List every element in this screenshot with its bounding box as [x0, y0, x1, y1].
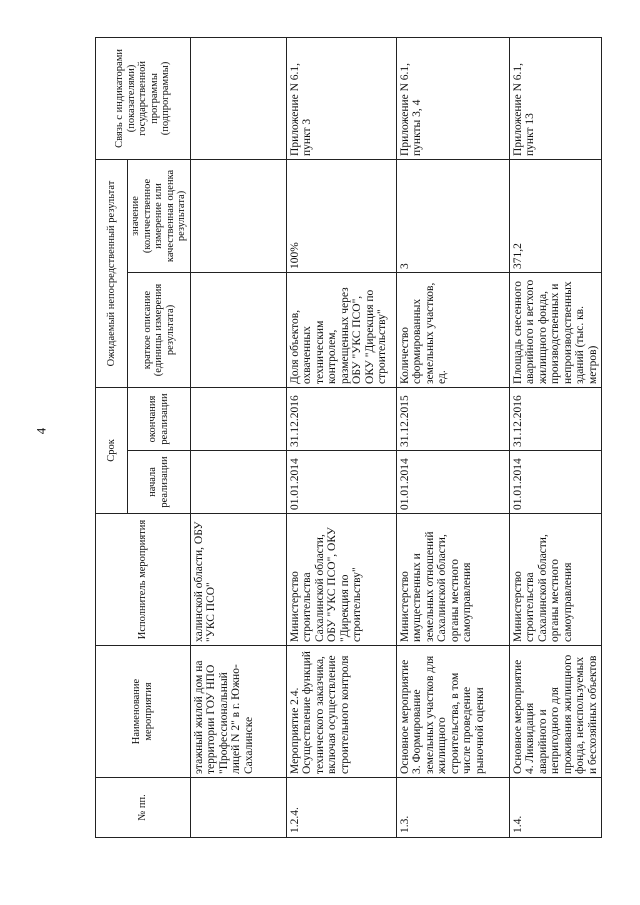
- row-link: Приложение N 6.1, пункты 3, 4: [396, 37, 509, 159]
- row-end: [190, 387, 286, 450]
- table-row: [286, 37, 396, 837]
- row-value: 3: [396, 159, 509, 272]
- row-num: 1.4.: [509, 778, 602, 838]
- row-desc: Площадь снесенного аварийного и ветхого жилищного фонда, производственных и непроизводственных зданий (тыс. кв. метров): [509, 272, 602, 387]
- row-executor: Министерство строительства Сахалинской области, органы местного самоуправления: [509, 514, 602, 646]
- table-row: [396, 37, 509, 837]
- page-number: 4: [33, 427, 49, 435]
- row-name: Мероприятие 2.4. Осуществление функций технического заказчика, включая осуществление строительного контроля: [286, 646, 396, 778]
- table-row: [190, 37, 286, 837]
- row-start: 01.01.2014: [286, 451, 396, 514]
- header-term-start: начала реализации: [128, 451, 191, 514]
- measures-table: [95, 37, 602, 838]
- row-executor: Министерство строительства Сахалинской области, ОБУ "УКС ПСО", ОКУ "Дирекция по строительству": [286, 514, 396, 646]
- table-row: [509, 37, 602, 837]
- row-num: 1.3.: [396, 778, 509, 838]
- header-result: Ожидаемый непосредственный результат: [96, 159, 128, 387]
- row-name: этажный жилой дом на территории ГОУ НПО "Профессиональный лицей N 2" в г. Южно-Сахалинске: [190, 646, 286, 778]
- row-link: [190, 37, 286, 159]
- row-end: 31.12.2016: [286, 387, 396, 450]
- header-term-end: окончания реализации: [128, 387, 191, 450]
- row-end: 31.12.2016: [509, 387, 602, 450]
- header-result-value: значение (количественное измерение или качественная оценка результата): [128, 159, 191, 272]
- row-desc: [190, 272, 286, 387]
- row-executor: халинской области, ОБУ "УКС ПСО": [190, 514, 286, 646]
- row-start: [190, 451, 286, 514]
- row-link: Приложение N 6.1, пункт 3: [286, 37, 396, 159]
- row-start: 01.01.2014: [509, 451, 602, 514]
- row-value: 100%: [286, 159, 396, 272]
- header-executor: Исполнитель мероприятия: [96, 514, 191, 646]
- header-term: Срок: [96, 387, 128, 513]
- row-desc: Количество сформированных земельных участков, ед.: [396, 272, 509, 387]
- header-num: № пп.: [96, 778, 191, 838]
- row-executor: Министерство имущественных и земельных отношений Сахалинской области, органы местного самоуправления: [396, 514, 509, 646]
- row-num: [190, 778, 286, 838]
- header-name: Наименование мероприятия: [96, 646, 191, 778]
- row-end: 31.12.2015: [396, 387, 509, 450]
- header-link: Связь с индикаторами (показателями) государственной программы (подпрограммы): [96, 37, 191, 159]
- row-num: 1.2.4.: [286, 778, 396, 838]
- row-value: 371,2: [509, 159, 602, 272]
- row-value: [190, 159, 286, 272]
- header-row-1: [96, 37, 128, 837]
- row-link: Приложение N 6.1, пункт 13: [509, 37, 602, 159]
- row-name: Основное мероприятие 4. Ликвидация аварийного и непригодного для проживания жилищного фонда, неиспользуемых и бесхозяйных объектов: [509, 646, 602, 778]
- rotated-table-container: [95, 38, 599, 838]
- row-start: 01.01.2014: [396, 451, 509, 514]
- row-desc: Доля объектов, охваченных техническим контролем, размещенных через ОБУ "УКС ПСО", ОКУ "Дирекция по строительству": [286, 272, 396, 387]
- header-result-desc: краткое описание (единицы измерения результата): [128, 272, 191, 387]
- row-name: Основное мероприятие 3. Формирование земельных участков для жилищного строительства, в том числе проведение рыночной оценки: [396, 646, 509, 778]
